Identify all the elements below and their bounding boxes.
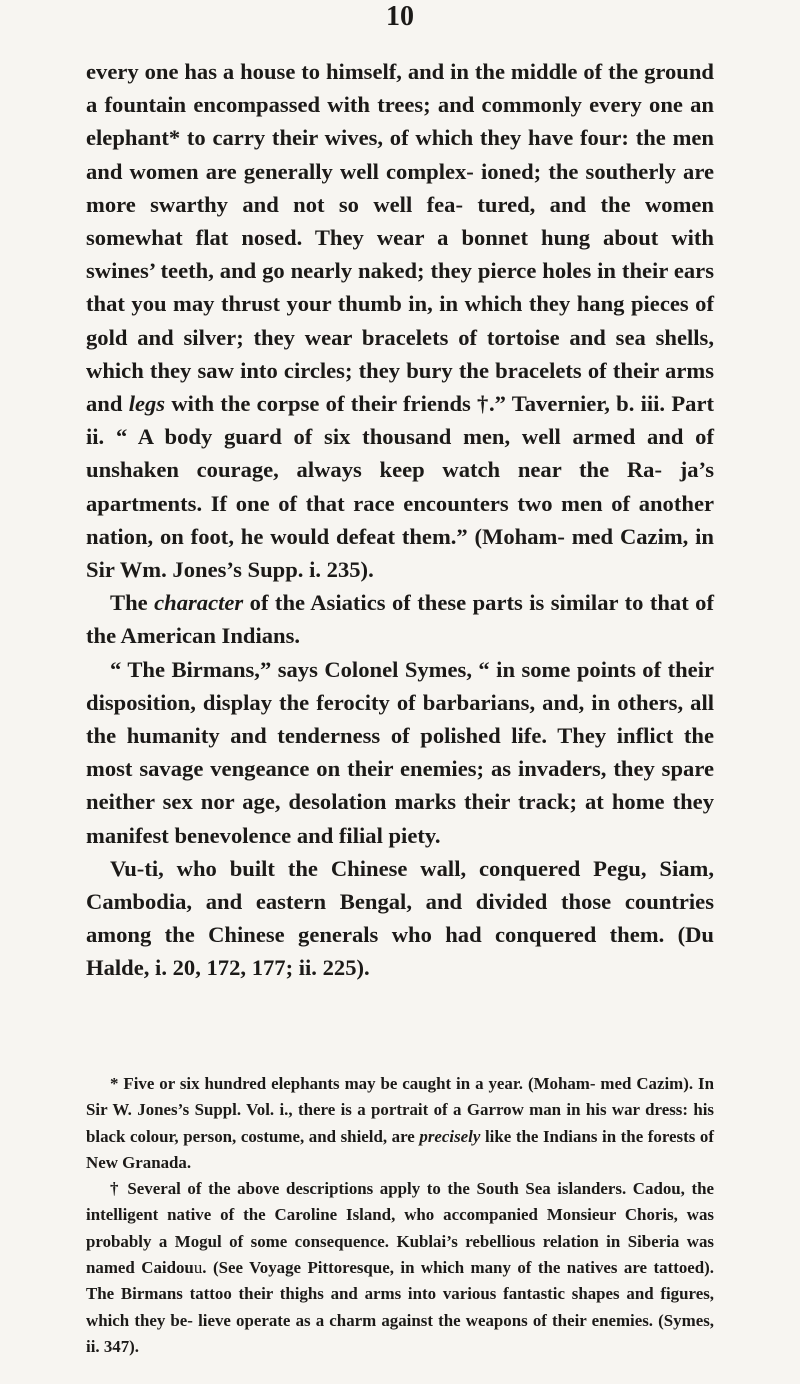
emphasis-legs: legs bbox=[128, 391, 166, 417]
paragraph-4: Vu-ti, who built the Chinese wall, conquered Pegu, Siam, Cambodia, and eastern Bengal, and divided those countries among the Chinese generals who had conquered them. (Du Halde, i. 20, 172, 177; ii. 225). bbox=[86, 855, 714, 981]
paragraph-2 bbox=[86, 586, 714, 652]
footnote-1 bbox=[86, 1071, 714, 1176]
footnotes bbox=[86, 1071, 714, 1360]
footnote-2-part-b: . (See Voyage Pittoresque, in which many of the natives are tattoed). The Birmans tattoo their thighs and arms into various fantastic shapes and figures, which they be- lieve operate as a charm against the weapons of their enemies. (Symes, ii. 347). bbox=[86, 1258, 715, 1356]
footnote-1-part-a: * Five or six hundred elephants may be caught in a year. (Moham- med Cazim). In Sir W. Jones’s Suppl. Vol. i., there is a portrait of a Garrow man in his war dress: his black colour, person, costume, and shield, are bbox=[86, 1074, 714, 1146]
emphasis-precisely: precisely bbox=[419, 1126, 481, 1146]
footnote-2 bbox=[86, 1176, 714, 1360]
footnote-2-part-a: † Several of the above descriptions apply to the South Sea islanders. Cadou, the intelligent native of the Caroline Island, who accompanied Monsieur Choris, was probably a Mogul of some consequence. Kublai’s rebellious relation in Siberia was named Caidou bbox=[86, 1179, 714, 1278]
emphasis-character: character bbox=[154, 590, 244, 616]
paragraph-1 bbox=[86, 55, 714, 586]
paragraph-1-part-b: with the corpse of their friends †.” Tavernier, b. iii. Part ii. “ A body guard of six thousand men, well armed and of unshaken courage, always keep watch near the Ra- ja’s apartments. If one of that race encounters two men of another nation, on foot, he would defeat them.” (Moham- med Cazim, in Sir Wm. Jones’s Supp. i. 235). bbox=[86, 391, 714, 583]
paragraph-1-part-a: every one has a house to himself, and in the middle of the ground a fountain encompassed with trees; and commonly every one an elephant* to carry their wives, of which they have four: the men and women are generally well complex- ioned; the southerly are more swarthy and not so well fea- tured, and the women somewhat flat nosed. They wear a bonnet hung about with swines’ teeth, and go nearly naked; they pierce holes in their ears that you may thrust your thumb in, in which they hang pieces of gold and silver; they wear bracelets of tortoise and sea shells, which they saw into circles; they bury the bracelets of their arms and bbox=[86, 59, 714, 417]
footnote-1-part-b: like the Indians in the forests of New Granada. bbox=[86, 1126, 714, 1172]
main-text bbox=[86, 55, 714, 985]
page-number: 10 bbox=[386, 1, 414, 32]
handwritten-correction-mark: u bbox=[193, 1258, 203, 1278]
paragraph-2-part-b: of the Asiatics of these parts is similar to that of the American Indians. bbox=[86, 590, 714, 649]
paragraph-3: “ The Birmans,” says Colonel Symes, “ in some points of their disposition, display the ferocity of barbarians, and, in others, all the humanity and tenderness of polished life. They inflict the most savage vengeance on their enemies; as invaders, they spare neither sex nor age, desolation marks their track; at home they manifest benevolence and filial piety. bbox=[86, 656, 714, 848]
paragraph-2-part-a: The bbox=[110, 590, 155, 616]
